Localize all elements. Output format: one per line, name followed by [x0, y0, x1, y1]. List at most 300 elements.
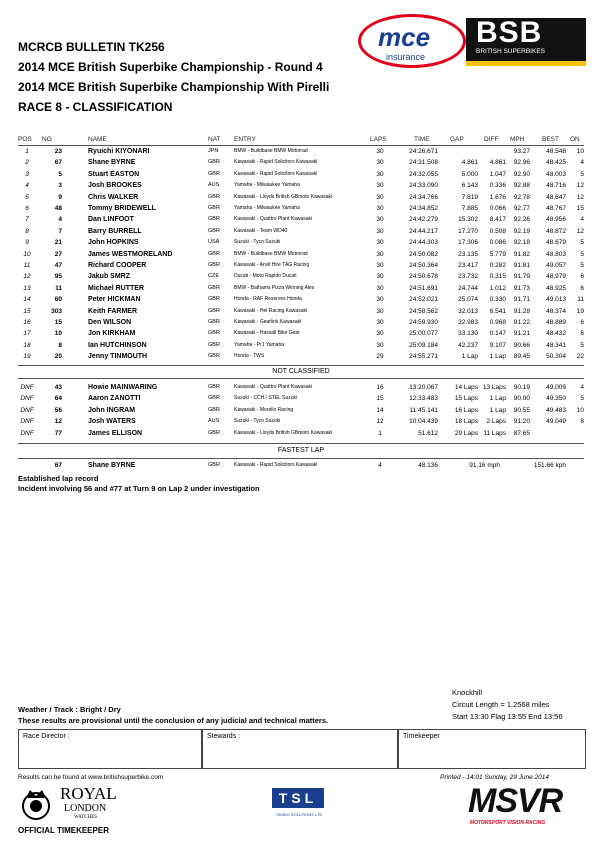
cell-diff: 0.282	[489, 262, 506, 269]
cell-laps: 16	[376, 384, 384, 391]
cell-laps: 30	[376, 296, 384, 304]
cell-diff: 13 Laps	[482, 384, 506, 391]
incident-note: Incident involving 56 and #77 at Turn 9 on Lap 2 under investigation	[18, 484, 260, 493]
cell-laps: 30	[376, 341, 384, 349]
cell-nat: GBR	[208, 159, 220, 166]
cell-pos: 14	[23, 296, 31, 304]
fastest-lap-heading: FASTEST LAP	[277, 447, 325, 454]
cell-mph: 91.82	[513, 250, 530, 258]
col-name: NAME	[88, 136, 107, 143]
cell-entry: Honda - TWS	[234, 353, 265, 360]
divider-not-classified-bottom	[18, 378, 584, 379]
cell-entry: Honda - RAF Reserves Honda	[234, 296, 302, 303]
cell-name: Shane BYRNE	[88, 159, 136, 167]
table-row	[0, 148, 600, 158]
cell-time: 11:45.141	[409, 406, 438, 414]
cell-laps: 30	[376, 205, 384, 212]
cell-laps: 30	[376, 182, 384, 190]
cell-entry: Kawasaki - Team WD40	[234, 227, 288, 234]
cell-pos: 19	[23, 353, 31, 361]
cell-best: 48.979	[546, 273, 566, 281]
col-pos: POS	[18, 136, 32, 143]
cell-best: 48.889	[546, 319, 566, 326]
cell-laps: 30	[376, 170, 384, 178]
cell-gap: 23.417	[458, 262, 478, 269]
cell-entry: Kawasaki - Quattro Plant Kawasaki	[234, 216, 313, 223]
table-row	[0, 239, 600, 249]
cell-best: 49.350	[546, 395, 566, 403]
cell-no: 67	[54, 159, 62, 167]
cell-nat: GBR	[208, 353, 220, 360]
cell-no: 10	[54, 330, 62, 338]
cell-diff: 0.086	[489, 239, 506, 247]
cell-on: 5	[580, 250, 584, 258]
table-row	[0, 407, 600, 417]
cell-best: 48.679	[546, 239, 566, 247]
cell-gap: 15 Laps	[454, 395, 478, 403]
cell-gap: 23.135	[458, 250, 478, 258]
cell-nat: GBR	[208, 341, 220, 348]
cell-name: Chris WALKER	[88, 193, 139, 201]
cell-gap: 15.302	[458, 216, 478, 224]
mce-wordmark: mce	[378, 22, 431, 52]
cell-entry: Kawasaki - Hel Racing Kawasaki	[234, 307, 308, 314]
cell-diff: 0.315	[489, 273, 506, 281]
cell-no: 7	[58, 227, 62, 235]
cell-entry: Yamaha - Milwaukee Yamaha	[234, 205, 300, 211]
cell-laps: 15	[376, 395, 384, 403]
cell-gap: 23.732	[458, 273, 478, 281]
table-row	[0, 251, 600, 261]
cell-best: 48.548	[546, 148, 566, 155]
cell-on: 15	[576, 205, 584, 212]
cell-no: 56	[54, 406, 62, 414]
cell-diff: 1.012	[489, 284, 506, 292]
race-title: RACE 8 - CLASSIFICATION	[18, 100, 173, 114]
cell-mph: 91.20	[513, 418, 530, 426]
cell-time: 24:26.671	[409, 148, 438, 155]
cell-pos: 18	[23, 341, 31, 349]
cell-laps: 30	[376, 319, 384, 326]
cell-gap: 14 Laps	[454, 384, 478, 391]
cell-laps: 29	[376, 353, 384, 361]
cell-pos: 3	[25, 170, 29, 178]
cell-entry: Kawasaki - Anvil Hire TAG Racing	[234, 262, 310, 268]
cell-name: Stuart EASTON	[88, 170, 140, 178]
cell-no: 5	[58, 170, 62, 178]
mce-logo	[358, 14, 468, 70]
cell-mph: 92.26	[513, 216, 530, 224]
cell-mph: 92.78	[513, 193, 530, 201]
divider-not-classified-top	[18, 365, 584, 366]
cell-nat: GBR	[208, 262, 220, 268]
cell-time: 24:59.930	[409, 319, 438, 326]
cell-time: 24:32.055	[409, 170, 438, 178]
cell-on: 10	[576, 406, 584, 414]
cell-pos: 10	[23, 250, 31, 258]
cell-nat: GBR	[208, 193, 220, 200]
table-row	[0, 342, 600, 352]
cell-name: Howie MAINWARING	[88, 384, 158, 391]
fastest-mph: 91.16 mph	[469, 462, 500, 469]
cell-on: 12	[576, 227, 584, 235]
cell-on: 19	[576, 307, 584, 315]
cell-name: Aaron ZANOTTI	[88, 395, 141, 403]
col-laps: LAPS	[370, 136, 387, 143]
cell-laps: 30	[376, 273, 384, 281]
cell-entry: Suzuki - CCH / STEL Suzuki	[234, 395, 298, 402]
cell-laps: 30	[376, 239, 384, 247]
cell-mph: 91.22	[513, 319, 530, 326]
cell-best: 48.716	[546, 182, 566, 190]
cell-best: 48.803	[546, 250, 566, 258]
cell-best: 49.013	[546, 296, 566, 304]
cell-time: 51.612	[418, 429, 438, 437]
cell-on: 8	[580, 418, 584, 426]
table-row	[0, 319, 600, 329]
cell-mph: 91.28	[513, 307, 530, 315]
cell-name: John HOPKINS	[88, 239, 139, 247]
cell-time: 25:00.077	[409, 330, 438, 338]
cell-diff: 0.968	[489, 319, 506, 326]
cell-pos: DNF	[20, 418, 34, 426]
bulletin-title: MCRCB BULLETIN TK256	[18, 40, 165, 54]
col-time: TIME	[414, 136, 430, 143]
cell-pos: 9	[25, 239, 29, 247]
cell-diff: 0.336	[489, 182, 506, 190]
cell-time: 24:44.217	[409, 227, 438, 235]
cell-no: 8	[58, 341, 62, 349]
cell-nat: GBR	[208, 205, 220, 211]
cell-entry: Kawasaki - Quattro Plant Kawasaki	[234, 384, 313, 390]
cell-best: 50.304	[546, 353, 566, 361]
watches-text: WATCHES	[74, 815, 98, 820]
table-row	[0, 273, 600, 283]
cell-nat: CZE	[208, 273, 219, 280]
cell-time: 12:33.483	[409, 395, 438, 403]
cell-pos: DNF	[20, 395, 34, 403]
table-row	[0, 395, 600, 405]
cell-pos: 13	[23, 284, 31, 292]
tsl-logo	[266, 788, 336, 828]
cell-best: 49.009	[546, 384, 566, 391]
cell-on: 12	[576, 182, 584, 190]
cell-laps: 30	[376, 330, 384, 338]
cell-diff: 0.508	[489, 227, 506, 235]
cell-no: 77	[54, 429, 62, 437]
cell-on: 10	[576, 148, 584, 155]
london-text: LONDON	[64, 803, 107, 814]
cell-gap: 7.819	[461, 193, 478, 201]
table-row	[0, 330, 600, 340]
stewards-box	[202, 729, 398, 769]
cell-gap: 29 Laps	[454, 429, 478, 437]
cell-entry: Kawasaki - Lloyds British GBmoto Kawasaki	[234, 429, 333, 436]
cell-name: Josh WATERS	[88, 418, 136, 426]
cell-time: 24:44.303	[409, 239, 438, 247]
cell-gap: 25.074	[458, 296, 478, 304]
cell-nat: GBR	[208, 384, 220, 390]
cell-diff: 5.779	[489, 250, 506, 258]
cell-nat: GBR	[208, 227, 220, 234]
cell-laps: 30	[376, 227, 384, 235]
cell-entry: Kawasaki - Gearlink Kawasaki	[234, 319, 302, 325]
championship-round: 2014 MCE British Superbike Championship - Round 4	[18, 60, 323, 74]
cell-on: 6	[580, 273, 584, 281]
cell-no: 4	[58, 216, 62, 224]
fastest-nat: GBR	[208, 462, 220, 468]
fastest-lap-row	[0, 462, 600, 472]
timekeeper-label: Timekeeper	[403, 733, 440, 740]
header-divider	[18, 145, 584, 146]
cell-mph: 92.77	[513, 205, 530, 212]
cell-diff: 1 Lap	[489, 353, 506, 361]
cell-entry: Kawasaki - Morello Racing	[234, 406, 294, 413]
cell-on: 4	[580, 384, 584, 391]
race-timing: Start 13:30 Flag 13:55 End 13:56	[452, 712, 563, 721]
cell-no: 64	[54, 395, 62, 403]
cell-pos: 2	[25, 159, 29, 167]
cell-no: 9	[58, 193, 62, 201]
cell-on: 22	[576, 353, 584, 361]
cell-nat: GBR	[208, 307, 220, 314]
cell-no: 3	[58, 182, 62, 190]
cell-best: 49.483	[546, 406, 566, 414]
royal-london-logo	[18, 786, 138, 826]
cell-pos: 15	[23, 307, 31, 315]
cell-mph: 90.66	[513, 341, 530, 349]
cell-time: 24:55.271	[409, 353, 438, 361]
race-director-box	[18, 729, 202, 769]
cell-on: 6	[580, 319, 584, 326]
cell-gap: 42.237	[458, 341, 478, 349]
cell-best: 48.647	[546, 193, 566, 201]
cell-name: Tommy BRIDEWELL	[88, 205, 156, 212]
cell-nat: GBR	[208, 250, 220, 257]
cell-laps: 30	[376, 148, 384, 155]
cell-gap: 4.861	[461, 159, 478, 167]
col-gap: GAP	[450, 136, 464, 143]
cell-gap: 32.983	[458, 319, 478, 326]
cell-laps: 30	[376, 307, 384, 315]
cell-nat: AUS	[208, 418, 220, 425]
cell-mph: 89.45	[513, 353, 530, 361]
cell-diff: 1.676	[489, 193, 506, 201]
not-classified-heading: NOT CLASSIFIED	[272, 368, 330, 375]
cell-gap: 24.744	[458, 284, 478, 292]
tsl-subtitle: TIMING SOLUTIONS LTD	[275, 812, 323, 817]
cell-time: 24:52.021	[409, 296, 438, 304]
cell-gap: 17.306	[458, 239, 478, 247]
cell-no: 95	[54, 273, 62, 281]
cell-nat: GBR	[208, 284, 220, 291]
cell-mph: 91.73	[513, 284, 530, 292]
cell-laps: 14	[376, 406, 384, 414]
table-row	[0, 182, 600, 192]
col-nat: NAT	[208, 136, 221, 143]
fastest-entry: Kawasaki - Rapid Solicitors Kawasaki	[234, 462, 318, 468]
cell-name: Josh BROOKES	[88, 182, 142, 190]
cell-nat: GBR	[208, 296, 220, 303]
cell-mph: 90.19	[513, 384, 530, 391]
cell-gap: 18 Laps	[454, 418, 478, 426]
cell-diff: 1 Lap	[489, 406, 506, 414]
cell-mph: 91.79	[513, 273, 530, 281]
cell-on: 5	[580, 341, 584, 349]
cell-best: 48.767	[546, 205, 566, 212]
col-no: NO	[42, 136, 52, 143]
cell-time: 24:31.508	[409, 159, 438, 167]
race-director-label: Race Director :	[23, 733, 70, 740]
fastest-time: 48.136	[418, 462, 438, 469]
table-row	[0, 384, 600, 394]
cell-gap: 32.013	[458, 307, 478, 315]
cell-pos: 11	[23, 262, 31, 269]
divider-fastest-top	[18, 443, 584, 444]
cell-no: 47	[54, 262, 62, 269]
cell-best: 48.341	[546, 341, 566, 349]
cell-on: 4	[580, 159, 584, 167]
cell-entry: BMW - Bathams Pizza Winning Ales	[234, 284, 315, 291]
cell-entry: Suzuki - Tyco Suzuki	[234, 239, 281, 246]
lap-record-note: Established lap record	[18, 474, 99, 483]
cell-laps: 12	[376, 418, 384, 426]
cell-name: Richard COOPER	[88, 262, 147, 269]
cell-laps: 30	[376, 262, 384, 269]
cell-no: 11	[55, 284, 62, 292]
cell-entry: BMW - Buildbase BMW Motorrad	[234, 250, 308, 257]
cell-name: James WESTMORELAND	[88, 250, 173, 258]
cell-name: Jon KIRKHAM	[88, 330, 136, 338]
cell-laps: 30	[376, 216, 384, 224]
cell-best: 48.432	[546, 330, 566, 338]
divider-fastest-bottom	[18, 458, 584, 459]
cell-time: 24:50.082	[409, 250, 438, 258]
cell-time: 24:50.364	[409, 262, 438, 269]
cell-gap: 6.143	[461, 182, 478, 190]
cell-best: 48.374	[546, 307, 566, 315]
cell-diff: 9.107	[489, 341, 506, 349]
table-row	[0, 308, 600, 318]
table-row	[0, 171, 600, 181]
cell-laps: 30	[376, 284, 384, 292]
cell-entry: Yamaha - Milwaukee Yamaha	[234, 182, 300, 189]
cell-name: John INGRAM	[88, 406, 136, 414]
cell-mph: 91.21	[513, 330, 530, 338]
cell-pos: DNF	[20, 384, 34, 391]
cell-nat: GBR	[208, 429, 220, 436]
table-row	[0, 296, 600, 306]
cell-mph: 90.00	[513, 395, 530, 403]
cell-pos: 1	[25, 148, 29, 155]
cell-mph: 87.65	[513, 429, 530, 437]
cell-pos: 6	[25, 205, 29, 212]
cell-time: 24:50.678	[409, 273, 438, 281]
cell-gap: 7.885	[461, 205, 478, 212]
cell-nat: GBR	[208, 406, 220, 413]
msvr-logo	[466, 782, 586, 832]
cell-entry: BMW - Buildbase BMW Motorrad	[234, 148, 308, 154]
crown-icon	[18, 786, 54, 822]
cell-laps: 30	[376, 250, 384, 258]
cell-mph: 93.27	[513, 148, 530, 155]
cell-nat: GBR	[208, 319, 220, 325]
cell-best: 48.925	[546, 284, 566, 292]
cell-no: 27	[54, 250, 62, 258]
weather-track: Weather / Track : Bright / Dry	[18, 705, 121, 714]
tsl-wordmark: TSL	[272, 788, 324, 808]
cell-entry: Ducati - Moto Rapido Ducati	[234, 273, 297, 280]
cell-on: 6	[580, 330, 584, 338]
cell-time: 13:20.067	[409, 384, 438, 391]
table-row	[0, 353, 600, 363]
fastest-name: Shane BYRNE	[88, 462, 136, 469]
cell-entry: Yamaha - Pr1 Yamaha	[234, 341, 285, 348]
cell-mph: 92.90	[513, 170, 530, 178]
cell-nat: JPN	[208, 148, 219, 154]
cell-best: 48.003	[546, 170, 566, 178]
provisional-statement: These results are provisional until the conclusion of any judicial and technical matters.	[18, 716, 329, 725]
cell-best: 49.057	[546, 262, 566, 269]
col-diff: DIFF	[484, 136, 499, 143]
cell-no: 12	[54, 418, 62, 426]
cell-pos: 4	[25, 182, 29, 190]
cell-mph: 91.81	[513, 262, 530, 269]
cell-nat: GBR	[208, 170, 220, 177]
cell-gap: 16 Laps	[454, 406, 478, 414]
cell-entry: Kawasaki - Rapid Solicitors Kawasaki	[234, 159, 318, 166]
cell-no: 15	[54, 319, 62, 326]
cell-on: 5	[580, 395, 584, 403]
table-row	[0, 262, 600, 272]
cell-best: 49.049	[546, 418, 566, 426]
table-row	[0, 194, 600, 204]
cell-pos: 7	[25, 216, 29, 224]
cell-no: 43	[54, 384, 62, 391]
cell-nat: AUS	[208, 182, 220, 189]
cell-diff: 1.047	[489, 170, 506, 178]
cell-on: 6	[580, 284, 584, 292]
cell-on: 11	[577, 296, 584, 304]
cell-pos: 5	[25, 193, 29, 201]
cell-name: Keith FARMER	[88, 307, 137, 315]
bsb-logo	[466, 18, 586, 66]
cell-name: James ELLISON	[88, 429, 143, 437]
cell-time: 24:42.279	[409, 216, 438, 224]
table-row	[0, 205, 600, 215]
msvr-subtitle: MOTORSPORT VISION RACING	[470, 820, 546, 826]
cell-pos: 8	[25, 227, 29, 235]
cell-mph: 91.71	[513, 296, 530, 304]
table-row	[0, 216, 600, 226]
cell-entry: Kawasaki - Rapid Solicitors Kawasaki	[234, 170, 318, 177]
fastest-no: 67	[54, 462, 62, 469]
cell-no: 48	[54, 205, 62, 212]
results-website: Results can be found at www.britishsuperbike.com	[18, 774, 164, 781]
stewards-label: Stewards :	[207, 733, 241, 740]
cell-no: 60	[54, 296, 62, 304]
msvr-wordmark: MSVR	[468, 782, 563, 820]
cell-gap: 1 Lap	[461, 353, 478, 361]
cell-name: Peter HICKMAN	[88, 296, 141, 304]
cell-on: 4	[580, 216, 584, 224]
table-row	[0, 418, 600, 428]
championship-title: 2014 MCE British Superbike Championship With Pirelli	[18, 80, 330, 94]
cell-name: Michael RUTTER	[88, 284, 145, 292]
cell-on: 5	[580, 170, 584, 178]
cell-best: 48.872	[546, 227, 566, 235]
cell-on: 5	[580, 262, 584, 269]
